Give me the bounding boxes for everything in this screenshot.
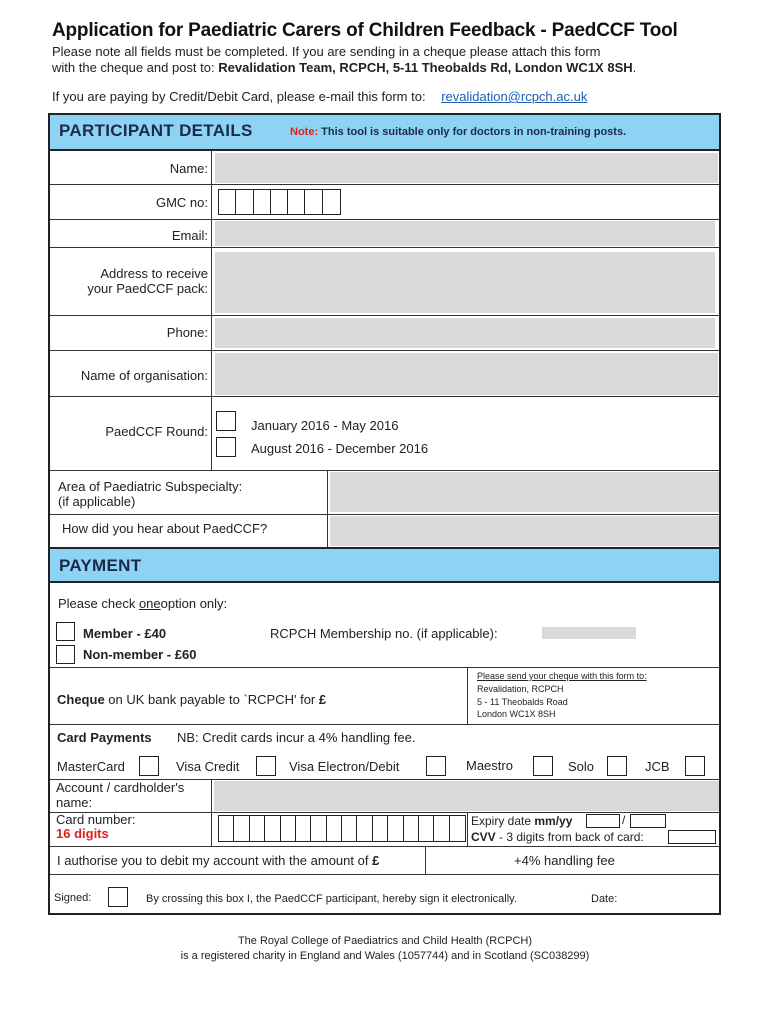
mastercard-checkbox[interactable] xyxy=(139,756,159,776)
card-digit-cell[interactable] xyxy=(296,816,311,841)
row-divider xyxy=(50,667,719,668)
card-email-text: If you are paying by Credit/Debit Card, please e-mail this form to: xyxy=(52,89,426,104)
check-pre: Please check xyxy=(58,596,136,611)
card-number-label: Card number: xyxy=(56,812,136,827)
membership-label: RCPCH Membership no. (if applicable): xyxy=(270,626,498,641)
cardholder-field[interactable] xyxy=(214,781,719,811)
row-divider xyxy=(50,184,719,185)
row-divider xyxy=(50,470,719,471)
membership-field[interactable] xyxy=(542,627,636,639)
visa-electron-checkbox[interactable] xyxy=(426,756,446,776)
address-label xyxy=(50,266,208,296)
holder-label-line-2: name: xyxy=(56,795,93,810)
email-label: Email: xyxy=(171,228,208,243)
mastercard-label: MasterCard xyxy=(57,759,125,774)
address-field[interactable] xyxy=(215,252,715,313)
row-divider xyxy=(50,315,719,316)
visa-credit-checkbox[interactable] xyxy=(256,756,276,776)
handling-fee-text: +4% handling fee xyxy=(514,853,615,868)
gmc-digit-cell[interactable] xyxy=(288,190,305,214)
subspecialty-label-line-2: (if applicable) xyxy=(58,494,136,509)
card-digit-cell[interactable] xyxy=(219,816,234,841)
subspecialty-label-line-1: Area of Paediatric Subspecialty: xyxy=(58,479,243,494)
email-field[interactable] xyxy=(215,221,715,246)
holder-label-line-1: Account / cardholder's xyxy=(56,780,185,795)
maestro-checkbox[interactable] xyxy=(533,756,553,776)
card-email-line xyxy=(52,89,587,104)
visa-credit-label: Visa Credit xyxy=(176,759,240,774)
card-digit-cell[interactable] xyxy=(250,816,265,841)
note-text: This tool is suitable only for doctors in non-training posts. xyxy=(321,126,627,138)
subspecialty-field[interactable] xyxy=(330,472,719,512)
round-label: PaedCCF Round: xyxy=(105,424,208,439)
card-nb-text: NB: Credit cards incur a 4% handling fee. xyxy=(177,730,416,745)
send-cheque-address xyxy=(477,683,568,721)
round-2-checkbox[interactable] xyxy=(216,437,236,457)
round-1-checkbox[interactable] xyxy=(216,411,236,431)
row-divider xyxy=(50,874,719,875)
gmc-label: GMC no: xyxy=(155,195,208,210)
gmc-number-input[interactable] xyxy=(218,189,341,215)
card-digit-cell[interactable] xyxy=(311,816,326,841)
address-label-line-2: your PaedCCF pack: xyxy=(87,281,208,296)
card-digit-cell[interactable] xyxy=(327,816,342,841)
gmc-digit-cell[interactable] xyxy=(219,190,236,214)
row-divider xyxy=(50,396,719,397)
send-addr-line-1: Revalidation, RCPCH xyxy=(477,684,564,694)
expiry-separator: / xyxy=(622,813,626,827)
send-cheque-text: Please send your cheque with this form to: xyxy=(477,671,647,681)
card-digit-cell[interactable] xyxy=(234,816,249,841)
authorise-divider xyxy=(425,847,426,874)
send-addr-line-3: London WC1X 8SH xyxy=(477,709,556,719)
card-digit-cell[interactable] xyxy=(342,816,357,841)
intro-post-to: with the cheque and post to: xyxy=(52,60,215,75)
gmc-digit-cell[interactable] xyxy=(236,190,253,214)
solo-label: Solo xyxy=(568,759,595,774)
expiry-divider xyxy=(467,812,468,846)
check-one-text xyxy=(58,596,227,611)
round-2-label: August 2016 - December 2016 xyxy=(251,441,429,456)
participant-note xyxy=(290,126,626,138)
hear-field[interactable] xyxy=(330,516,719,546)
sign-declaration: By crossing this box I, the PaedCCF participant, hereby sign it electronically. xyxy=(146,893,517,905)
address-label-line-1: Address to receive xyxy=(100,266,208,281)
expiry-label-block xyxy=(471,814,572,828)
row-divider xyxy=(50,846,719,847)
card-digit-cell[interactable] xyxy=(404,816,419,841)
footer xyxy=(0,934,770,964)
card-digit-cell[interactable] xyxy=(373,816,388,841)
visa-electron-label: Visa Electron/Debit xyxy=(289,759,400,774)
cvv-label: CVV xyxy=(471,830,496,844)
row-divider xyxy=(50,514,719,515)
jcb-checkbox[interactable] xyxy=(685,756,705,776)
cvv-label-block xyxy=(471,830,644,844)
check-one: one xyxy=(138,596,161,611)
cheque-text xyxy=(57,692,326,707)
participant-heading: PARTICIPANT DETAILS xyxy=(59,121,253,140)
intro-line-2 xyxy=(52,60,742,76)
intro-text xyxy=(52,44,742,76)
postal-address: Revalidation Team, RCPCH, 5-11 Theobalds Rd, London WC1X 8SH xyxy=(218,60,633,75)
card-digit-cell[interactable] xyxy=(434,816,449,841)
round-1-label: January 2016 - May 2016 xyxy=(251,418,399,433)
holder-label xyxy=(56,780,184,810)
form-title: Application for Paediatric Carers of Children Feedback - PaedCCF Tool xyxy=(52,20,678,41)
cheque-payable: on UK bank payable to `RCPCH' for xyxy=(108,692,316,707)
gmc-digit-cell[interactable] xyxy=(323,190,340,214)
organisation-label: Name of organisation: xyxy=(80,368,208,383)
authorise-text xyxy=(57,853,379,868)
participant-header xyxy=(50,115,719,151)
footer-line-1: The Royal College of Paediatrics and Child Health (RCPCH) xyxy=(237,935,533,947)
expiry-format: mm/yy xyxy=(534,814,573,828)
card-digits-hint: 16 digits xyxy=(56,826,109,841)
phone-field[interactable] xyxy=(215,318,715,348)
expiry-year-input[interactable] xyxy=(630,814,666,828)
row-divider xyxy=(50,724,719,725)
email-link[interactable]: revalidation@rcpch.ac.uk xyxy=(441,89,588,104)
sign-checkbox[interactable] xyxy=(108,887,128,907)
authorise-pound: £ xyxy=(372,853,380,868)
gmc-digit-cell[interactable] xyxy=(254,190,271,214)
name-label: Name: xyxy=(169,161,208,176)
payment-heading: PAYMENT xyxy=(59,556,142,575)
row-divider xyxy=(50,247,719,248)
cheque-bold: Cheque xyxy=(57,692,105,707)
subspecialty-divider xyxy=(327,471,328,547)
name-field[interactable] xyxy=(215,153,718,183)
card-digit-cell[interactable] xyxy=(281,816,296,841)
card-digit-cell[interactable] xyxy=(265,816,280,841)
expiry-month-input[interactable] xyxy=(586,814,620,828)
intro-line-1: Please note all fields must be completed. If you are sending in a cheque please attach this form xyxy=(52,44,601,59)
note-label: Note: xyxy=(290,126,319,138)
maestro-label: Maestro xyxy=(466,758,513,773)
date-label: Date: xyxy=(591,893,618,905)
gmc-digit-cell[interactable] xyxy=(305,190,322,214)
subspecialty-label xyxy=(58,479,242,509)
card-payments-label: Card Payments xyxy=(57,730,152,745)
participant-divider xyxy=(211,151,212,470)
card-number-input[interactable] xyxy=(218,815,466,842)
member-label: Member - £40 xyxy=(83,626,167,641)
cvv-input[interactable] xyxy=(668,830,716,844)
expiry-label: Expiry date xyxy=(471,814,532,828)
card-digit-cell[interactable] xyxy=(419,816,434,841)
card-digit-cell[interactable] xyxy=(357,816,372,841)
intro-period: . xyxy=(632,60,637,75)
footer-line-2: is a registered charity in England and Wales (1057744) and in Scotland (SC038299) xyxy=(180,950,590,962)
nonmember-checkbox[interactable] xyxy=(56,645,75,664)
organisation-field[interactable] xyxy=(215,353,718,395)
cvv-text: - 3 digits from back of card: xyxy=(499,830,644,844)
authorise-label: I authorise you to debit my account with the amount of xyxy=(57,853,369,868)
phone-label: Phone: xyxy=(166,325,208,340)
card-digit-cell[interactable] xyxy=(388,816,403,841)
payment-header xyxy=(50,547,719,583)
member-checkbox[interactable] xyxy=(56,622,75,641)
jcb-label: JCB xyxy=(645,759,670,774)
cheque-pound: £ xyxy=(318,692,327,707)
send-addr-line-2: 5 - 11 Theobalds Road xyxy=(477,696,568,707)
check-post: option only: xyxy=(160,596,228,611)
row-divider xyxy=(50,812,719,813)
gmc-digit-cell[interactable] xyxy=(271,190,288,214)
hear-label: How did you hear about PaedCCF? xyxy=(62,521,268,536)
solo-checkbox[interactable] xyxy=(607,756,627,776)
card-number-label-block xyxy=(56,813,135,841)
card-digit-cell[interactable] xyxy=(450,816,465,841)
cheque-divider xyxy=(467,667,468,724)
signed-label: Signed: xyxy=(54,892,92,904)
nonmember-label: Non-member - £60 xyxy=(83,647,197,662)
row-divider xyxy=(50,219,719,220)
row-divider xyxy=(50,350,719,351)
